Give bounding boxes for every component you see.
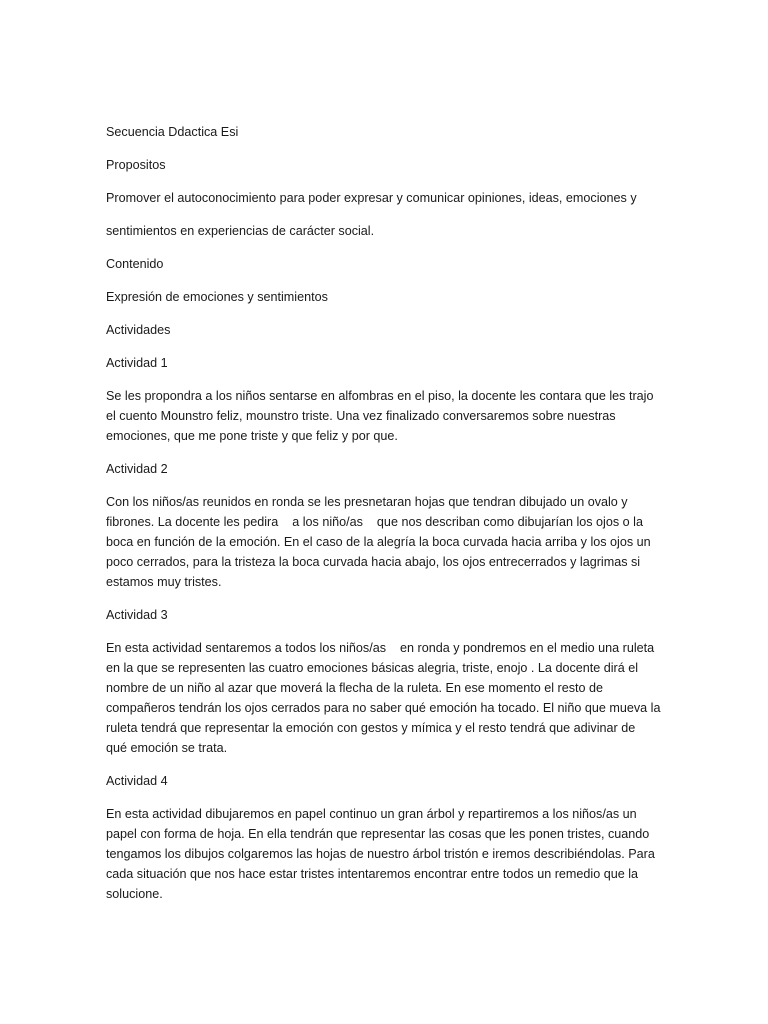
actividad-1-paragraph xyxy=(106,386,653,446)
actividades-heading: Actividades xyxy=(106,323,171,337)
actividad-1-line: el cuento Mounstro feliz, mounstro triste. Una vez finalizado conversaremos sobre nuestras xyxy=(106,409,616,423)
actividad-4-line: papel con forma de hoja. En ella tendrán que representar las cosas que les ponen tristes, cuando xyxy=(106,827,650,841)
actividad-3-line: ruleta tendrá que representar la emoción con gestos y mímica y el resto tendrá que adivinar de xyxy=(106,721,636,735)
contenido-text: Expresión de emociones y sentimientos xyxy=(106,290,328,304)
actividad-4-paragraph xyxy=(106,804,655,904)
actividad-3-paragraph xyxy=(106,638,660,758)
actividad-1-line: emociones, que me pone triste y que feliz y por que. xyxy=(106,429,398,443)
actividad-4-line: cada situación que nos hace estar tristes intentaremos encontrar entre todos un remedio que la xyxy=(106,867,639,881)
actividad-2-line: fibrones. La docente les pedira a los niño/as que nos describan como dibujarían los ojos o la xyxy=(106,515,643,529)
actividad-3-line: En esta actividad sentaremos a todos los niños/as en ronda y pondremos en el medio una ruleta xyxy=(106,641,655,655)
document-title: Secuencia Ddactica Esi xyxy=(106,125,239,139)
actividad-4-line: solucione. xyxy=(106,887,163,901)
propositos-heading: Propositos xyxy=(106,158,166,172)
contenido-heading: Contenido xyxy=(106,257,164,271)
actividad-3-line: en la que se representen las cuatro emociones básicas alegria, triste, enojo . La docente dirá el xyxy=(106,661,639,675)
actividad-3-line: compañeros tendrán los ojos cerrados para no saber qué emoción ha tocado. El niño que mueva la xyxy=(106,701,661,715)
actividad-4-line: tengamos los dibujos colgaremos las hojas de nuestro árbol tristón e iremos describiéndolas. Para xyxy=(106,847,655,861)
propositos-line-2: sentimientos en experiencias de carácter social. xyxy=(106,224,375,238)
actividad-3-line: qué emoción se trata. xyxy=(106,741,228,755)
actividad-2-line: estamos muy tristes. xyxy=(106,575,222,589)
actividad-2-line: boca en función de la emoción. En el caso de la alegría la boca curvada hacia arriba y los ojos un xyxy=(106,535,651,549)
actividad-3-heading: Actividad 3 xyxy=(106,608,168,622)
actividad-1-line: Se les propondra a los niños sentarse en alfombras en el piso, la docente les contara que les trajo xyxy=(106,389,654,403)
actividad-1-heading: Actividad 1 xyxy=(106,356,168,370)
actividad-2-heading: Actividad 2 xyxy=(106,462,168,476)
actividad-3-line: nombre de un niño al azar que moverá la flecha de la ruleta. En ese momento el resto de xyxy=(106,681,604,695)
propositos-line-1: Promover el autoconocimiento para poder expresar y comunicar opiniones, ideas, emociones y xyxy=(106,191,637,205)
actividad-2-line: poco cerrados, para la tristeza la boca curvada hacia abajo, los ojos entrecerrados y lagrimas si xyxy=(106,555,641,569)
actividad-2-line: Con los niños/as reunidos en ronda se les presnetaran hojas que tendran dibujado un ovalo y xyxy=(106,495,628,509)
actividad-2-paragraph xyxy=(106,492,651,592)
actividad-4-heading: Actividad 4 xyxy=(106,774,168,788)
actividad-4-line: En esta actividad dibujaremos en papel continuo un gran árbol y repartiremos a los niños/as un xyxy=(106,807,637,821)
